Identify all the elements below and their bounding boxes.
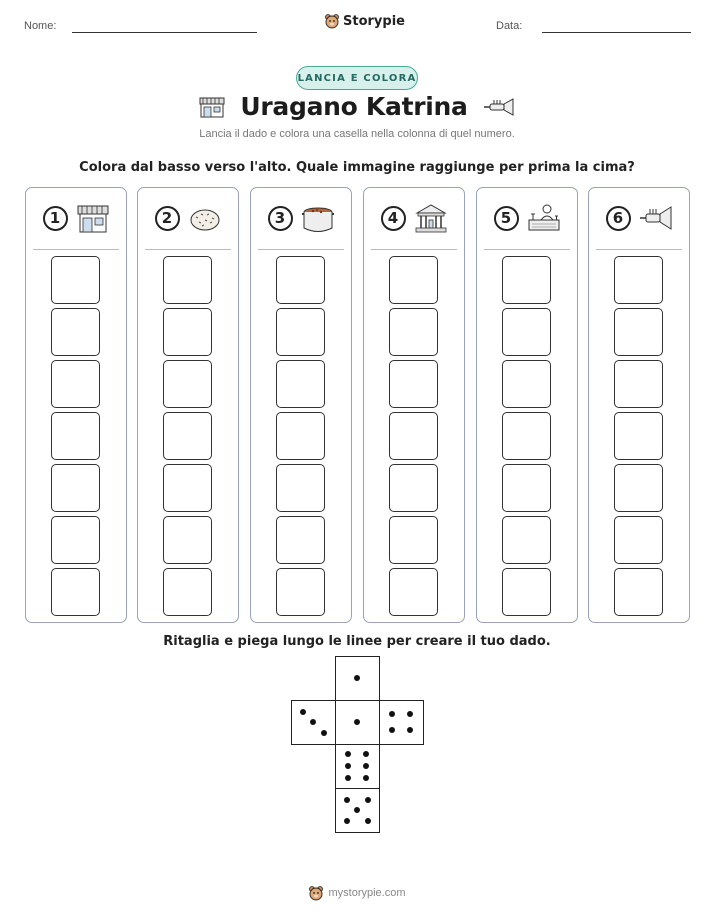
dice-face-1 bbox=[335, 700, 380, 745]
pip bbox=[363, 751, 369, 757]
color-box[interactable] bbox=[51, 412, 100, 460]
column-1 bbox=[25, 187, 127, 623]
date-line bbox=[542, 32, 691, 33]
brand-logo bbox=[324, 13, 405, 29]
storefront-icon bbox=[76, 202, 110, 234]
trumpet-icon bbox=[639, 202, 673, 234]
column-6 bbox=[588, 187, 690, 623]
column-divider bbox=[258, 249, 344, 250]
column-divider bbox=[145, 249, 231, 250]
color-box[interactable] bbox=[389, 412, 438, 460]
column-divider bbox=[33, 249, 119, 250]
color-box[interactable] bbox=[276, 256, 325, 304]
pip bbox=[363, 763, 369, 769]
storefront-icon bbox=[198, 95, 226, 119]
color-box[interactable] bbox=[614, 256, 663, 304]
color-box[interactable] bbox=[163, 412, 212, 460]
color-box[interactable] bbox=[51, 360, 100, 408]
pip bbox=[321, 730, 327, 736]
column-4 bbox=[363, 187, 465, 623]
page-title: Uragano Katrina bbox=[240, 92, 468, 121]
pip bbox=[363, 775, 369, 781]
color-box[interactable] bbox=[51, 308, 100, 356]
column-divider bbox=[484, 249, 570, 250]
name-line bbox=[72, 32, 257, 33]
color-box[interactable] bbox=[163, 464, 212, 512]
title-row bbox=[0, 92, 714, 121]
color-box[interactable] bbox=[389, 464, 438, 512]
color-box[interactable] bbox=[51, 516, 100, 564]
color-box[interactable] bbox=[502, 516, 551, 564]
gumbo-pot-icon bbox=[301, 202, 335, 234]
color-box[interactable] bbox=[502, 568, 551, 616]
column-2 bbox=[137, 187, 239, 623]
column-header bbox=[477, 202, 577, 234]
column-divider bbox=[596, 249, 682, 250]
color-box[interactable] bbox=[163, 256, 212, 304]
color-box[interactable] bbox=[163, 360, 212, 408]
color-box[interactable] bbox=[502, 256, 551, 304]
color-box[interactable] bbox=[614, 568, 663, 616]
color-box[interactable] bbox=[51, 256, 100, 304]
color-box[interactable] bbox=[276, 412, 325, 460]
column-number: 2 bbox=[155, 206, 180, 231]
color-box[interactable] bbox=[276, 464, 325, 512]
dice-face-1 bbox=[335, 656, 380, 701]
color-box[interactable] bbox=[389, 308, 438, 356]
color-box[interactable] bbox=[389, 516, 438, 564]
column-number: 1 bbox=[43, 206, 68, 231]
color-box[interactable] bbox=[614, 412, 663, 460]
dice-face-6 bbox=[335, 744, 380, 789]
color-box[interactable] bbox=[389, 568, 438, 616]
pip bbox=[354, 807, 360, 813]
color-box[interactable] bbox=[614, 464, 663, 512]
pip bbox=[365, 797, 371, 803]
date-label: Data: bbox=[496, 20, 523, 32]
color-box[interactable] bbox=[51, 464, 100, 512]
column-number: 4 bbox=[381, 206, 406, 231]
column-header bbox=[26, 202, 126, 234]
cut-instruction: Ritaglia e piega lungo le linee per creare il tuo dado. bbox=[163, 634, 551, 649]
subtitle: Lancia il dado e colora una casella nella colonna di quel numero. bbox=[199, 128, 515, 140]
color-box[interactable] bbox=[502, 464, 551, 512]
column-header bbox=[138, 202, 238, 234]
color-box[interactable] bbox=[389, 256, 438, 304]
name-label: Nome: bbox=[24, 20, 57, 32]
rice-icon bbox=[188, 202, 222, 234]
color-box[interactable] bbox=[502, 308, 551, 356]
pip bbox=[310, 719, 316, 725]
column-header bbox=[589, 202, 689, 234]
column-header bbox=[364, 202, 464, 234]
activity-badge: LANCIA E COLORA bbox=[296, 66, 418, 90]
footer-url: mystorypie.com bbox=[328, 887, 406, 899]
column-5 bbox=[476, 187, 578, 623]
color-box[interactable] bbox=[614, 360, 663, 408]
pip bbox=[344, 797, 350, 803]
dice-face-5 bbox=[335, 788, 380, 833]
column-3 bbox=[250, 187, 352, 623]
column-number: 3 bbox=[268, 206, 293, 231]
pip bbox=[344, 818, 350, 824]
pip bbox=[345, 763, 351, 769]
pip bbox=[345, 751, 351, 757]
trumpet-icon bbox=[482, 96, 516, 118]
pip bbox=[407, 727, 413, 733]
color-box[interactable] bbox=[614, 308, 663, 356]
column-number: 6 bbox=[606, 206, 631, 231]
column-header bbox=[251, 202, 351, 234]
bear-icon bbox=[324, 13, 340, 29]
color-box[interactable] bbox=[276, 516, 325, 564]
color-box[interactable] bbox=[163, 516, 212, 564]
color-box[interactable] bbox=[389, 360, 438, 408]
column-divider bbox=[371, 249, 457, 250]
color-box[interactable] bbox=[502, 360, 551, 408]
color-box[interactable] bbox=[276, 308, 325, 356]
dice-face-3 bbox=[291, 700, 336, 745]
pip bbox=[354, 675, 360, 681]
museum-icon bbox=[414, 202, 448, 234]
color-box[interactable] bbox=[163, 568, 212, 616]
pip bbox=[365, 818, 371, 824]
color-box[interactable] bbox=[276, 360, 325, 408]
color-box[interactable] bbox=[163, 308, 212, 356]
pip bbox=[407, 711, 413, 717]
color-box[interactable] bbox=[51, 568, 100, 616]
color-box[interactable] bbox=[276, 568, 325, 616]
dice-face-4 bbox=[379, 700, 424, 745]
footer bbox=[0, 885, 714, 901]
pip bbox=[300, 709, 306, 715]
pip bbox=[389, 727, 395, 733]
brand-name: Storypie bbox=[343, 13, 405, 29]
instruction-text: Colora dal basso verso l'alto. Quale immagine raggiunge per prima la cima? bbox=[79, 160, 635, 175]
pip bbox=[354, 719, 360, 725]
color-box[interactable] bbox=[614, 516, 663, 564]
color-box[interactable] bbox=[502, 412, 551, 460]
desk-with-person-icon bbox=[527, 202, 561, 234]
pip bbox=[345, 775, 351, 781]
column-number: 5 bbox=[494, 206, 519, 231]
pip bbox=[389, 711, 395, 717]
bear-icon bbox=[308, 885, 324, 901]
